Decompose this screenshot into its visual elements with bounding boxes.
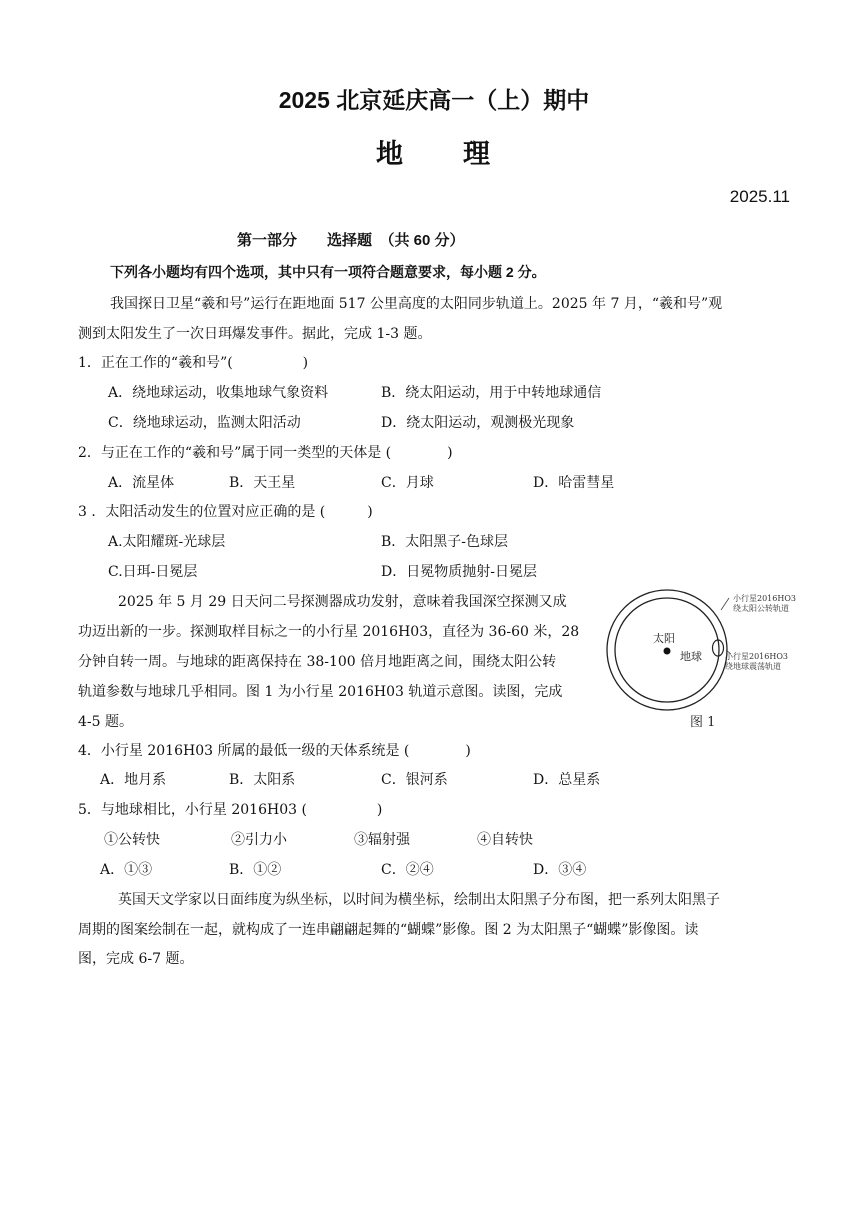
statement-1: ①公转快 bbox=[104, 832, 160, 848]
passage-line: 我国探日卫星“羲和号”运行在距地面 517 公里高度的太阳同步轨道上。2025 年 7 月，“羲和号”观 bbox=[110, 296, 723, 312]
passage-line: 2025 年 5 月 29 日天问二号探测器成功发射，意味着我国深空探测又成 bbox=[118, 594, 567, 610]
orbit-sun-label: 绕太阳公转轨道 bbox=[733, 604, 789, 613]
orbit-sun-label: 小行星2016HO3 bbox=[733, 594, 796, 603]
option-a: A．地月系 bbox=[100, 772, 167, 788]
part-heading: 第一部分 选择题 （共 60 分） bbox=[237, 232, 465, 249]
question-stem: 2．与正在工作的“羲和号”属于同一类型的天体是 ( ) bbox=[78, 445, 453, 461]
sun-label: 太阳 bbox=[653, 632, 675, 645]
option-a: A．流星体 bbox=[108, 475, 175, 491]
orbit-earth-label: 绕地球震荡轨道 bbox=[725, 662, 781, 671]
option-c: C．②④ bbox=[381, 862, 434, 878]
question-stem: 5．与地球相比，小行星 2016H03 ( ) bbox=[78, 802, 383, 818]
passage-line: 4-5 题。 bbox=[78, 714, 133, 730]
option-b: B．太阳系 bbox=[229, 772, 296, 788]
leader-line bbox=[721, 598, 729, 610]
statement-3: ③辐射强 bbox=[354, 832, 410, 848]
option-b: B．绕太阳运动，用于中转地球通信 bbox=[381, 385, 602, 401]
earth-label: 地球 bbox=[680, 650, 702, 663]
option-a: A.太阳耀斑-光球层 bbox=[108, 534, 226, 550]
subject-title: 地 理 bbox=[376, 139, 492, 169]
passage-line: 功迈出新的一步。探测取样目标之一的小行星 2016H03，直径为 36-60 米，28 bbox=[78, 624, 580, 640]
option-b: B．天王星 bbox=[229, 475, 296, 491]
option-b: B．太阳黑子-色球层 bbox=[381, 534, 509, 550]
figure-orbit-diagram bbox=[604, 588, 818, 738]
figure-caption: 图 1 bbox=[690, 715, 716, 730]
option-a: A．绕地球运动，收集地球气象资料 bbox=[108, 385, 329, 401]
question-stem: 4．小行星 2016H03 所属的最低一级的天体系统是 ( ) bbox=[78, 743, 471, 759]
option-c: C．绕地球运动，监测太阳活动 bbox=[108, 415, 301, 431]
question-stem: 1．正在工作的“羲和号”( ) bbox=[78, 355, 309, 371]
option-c: C．银河系 bbox=[381, 772, 448, 788]
option-d: D．绕太阳运动，观测极光现象 bbox=[381, 415, 575, 431]
instructions: 下列各小题均有四个选项，其中只有一项符合题意要求，每小题 2 分。 bbox=[110, 264, 546, 280]
passage-line: 英国天文学家以日面纬度为纵坐标，以时间为横坐标，绘制出太阳黑子分布图，把一系列太阳黑子 bbox=[118, 892, 720, 908]
option-d: D．③④ bbox=[533, 862, 587, 878]
option-d: D．总星系 bbox=[533, 772, 601, 788]
passage-line: 周期的图案绘制在一起，就构成了一连串翩翩起舞的“蝴蝶”影像。图 2 为太阳黑子“蝴蝶”影像图。读 bbox=[78, 922, 699, 938]
passage-line: 轨道参数与地球几乎相同。图 1 为小行星 2016H03 轨道示意图。读图，完成 bbox=[78, 684, 563, 700]
passage-line: 分钟自转一周。与地球的距离保持在 38-100 倍月地距离之间，围绕太阳公转 bbox=[78, 654, 557, 670]
option-b: B．①② bbox=[229, 862, 282, 878]
passage-line: 测到太阳发生了一次日珥爆发事件。据此，完成 1-3 题。 bbox=[78, 326, 432, 342]
option-c: C．月球 bbox=[381, 475, 434, 491]
orbit-earth-label: 小行星2016HO3 bbox=[725, 652, 788, 661]
statement-2: ②引力小 bbox=[231, 832, 287, 848]
document-title: 2025 北京延庆高一（上）期中 bbox=[278, 87, 590, 113]
option-a: A．①③ bbox=[100, 862, 153, 878]
passage-line: 图，完成 6-7 题。 bbox=[78, 951, 194, 967]
option-d: D．日冕物质抛射-日冕层 bbox=[381, 564, 537, 580]
option-c: C.日珥-日冕层 bbox=[108, 564, 198, 580]
question-stem: 3 ．太阳活动发生的位置对应正确的是 ( ) bbox=[78, 504, 373, 520]
option-d: D．哈雷彗星 bbox=[533, 475, 615, 491]
sun-dot bbox=[664, 648, 671, 655]
exam-date: 2025.11 bbox=[729, 187, 790, 206]
statement-4: ④自转快 bbox=[477, 832, 533, 848]
